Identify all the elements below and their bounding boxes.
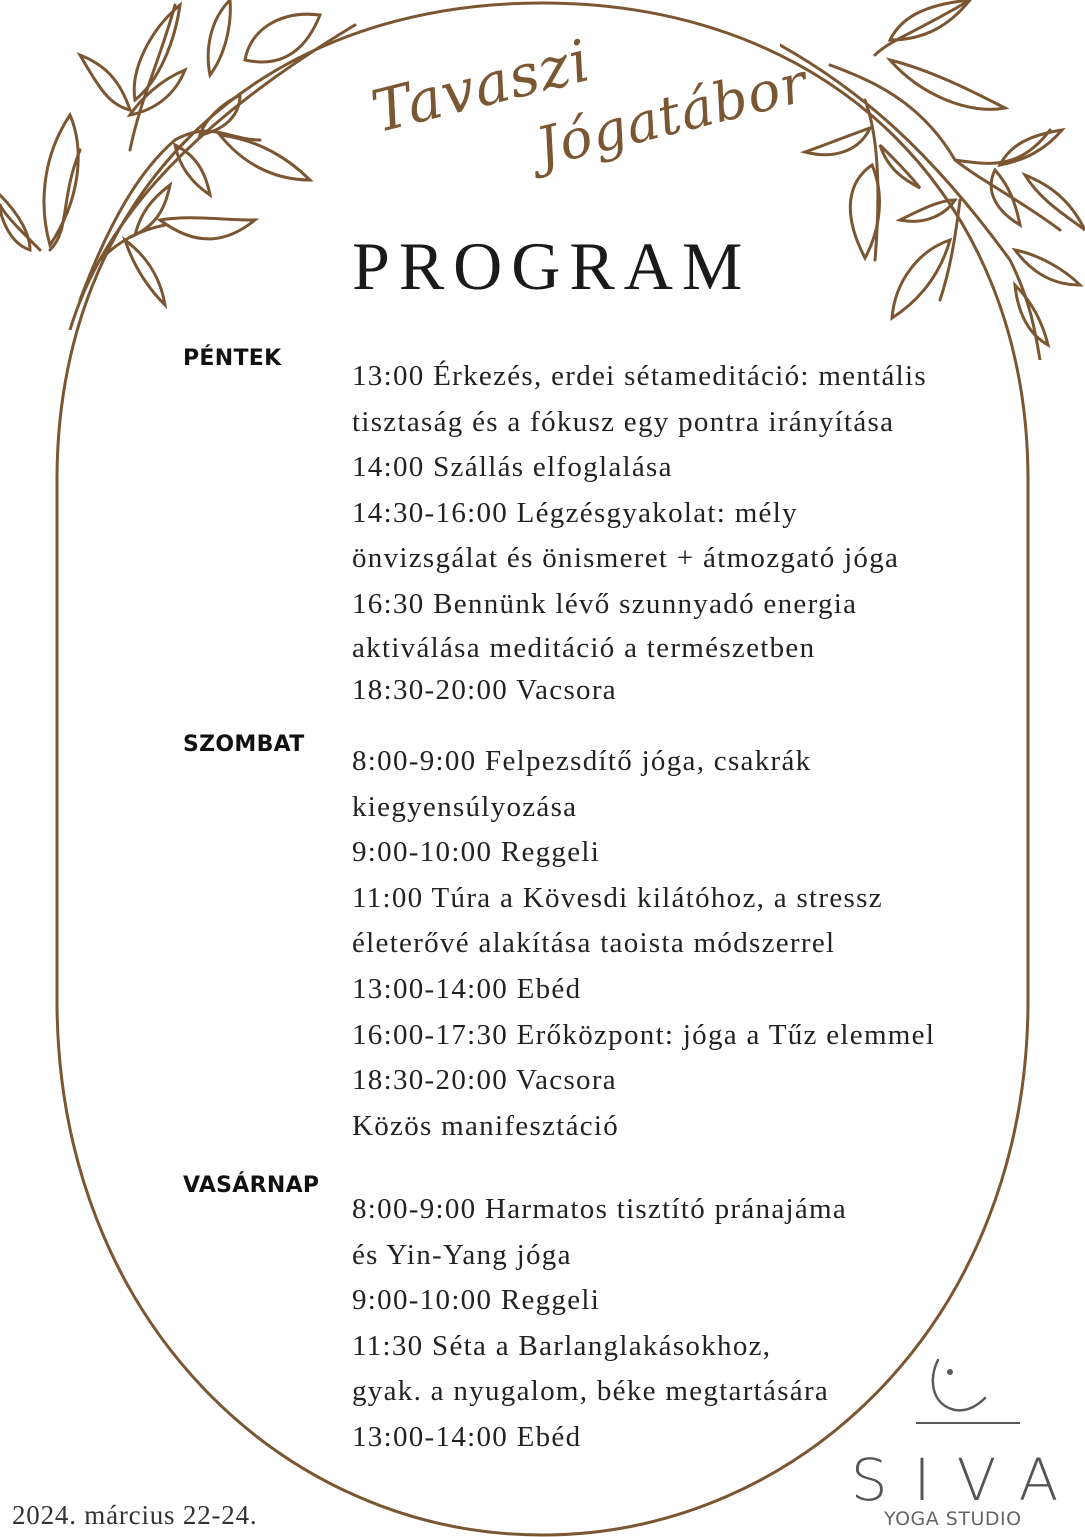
schedule-item: gyak. a nyugalom, béke megtartására: [352, 1375, 830, 1408]
logo-subtitle: YOGA STUDIO: [884, 1508, 1022, 1530]
script-title-line1: Tavaszi: [365, 26, 597, 146]
schedule-item: tisztaság és a fókusz egy pontra irányítása: [352, 405, 895, 438]
day-heading-sunday: VASÁRNAP: [183, 1173, 320, 1198]
event-date: 2024. március 22-24.: [12, 1500, 258, 1530]
schedule-item: és Yin-Yang jóga: [352, 1238, 572, 1271]
script-title: [355, 26, 814, 250]
script-title-line2: Jógatábor: [530, 51, 814, 180]
schedule-item: aktiválása meditáció a természetben: [352, 631, 816, 664]
logo-name: SIVA: [850, 1446, 1085, 1514]
schedule-item: 8:00-9:00 Harmatos tisztító pránajáma: [352, 1193, 848, 1225]
day-heading-saturday: SZOMBAT: [183, 732, 305, 757]
leaf-branch-top-left-icon: [0, 0, 360, 330]
schedule-list-sunday: [352, 1187, 847, 1461]
schedule-item: 13:00-14:00 Ebéd: [352, 972, 582, 1005]
siva-logo-mark-icon: [850, 1350, 1085, 1440]
schedule-list-friday: [352, 354, 927, 713]
schedule-item: 16:30 Bennünk lévő szunnyadó energia: [352, 587, 858, 620]
schedule-item: 8:00-9:00 Felpezsdítő jóga, csakrák: [352, 745, 812, 777]
schedule-item: 14:30-16:00 Légzésgyakolat: mély: [352, 496, 798, 529]
schedule-item: életerővé alakítása taoista módszerrel: [352, 927, 836, 960]
schedule-item: önvizsgálat és önismeret + átmozgató jóga: [352, 542, 900, 575]
schedule-item: 11:00 Túra a Kövesdi kilátóhoz, a stressz: [352, 881, 883, 914]
schedule-item: 18:30-20:00 Vacsora: [352, 673, 617, 706]
schedule-item: 14:00 Szállás elfoglalása: [352, 451, 673, 484]
schedule-item: 11:30 Séta a Barlanglakásokhoz,: [352, 1329, 772, 1362]
schedule-item: Közös manifesztáció: [352, 1109, 620, 1142]
schedule-item: 13:00 Érkezés, erdei sétameditáció: mentális: [352, 360, 927, 392]
page-title: PROGRAM: [352, 228, 752, 304]
day-heading-friday: PÉNTEK: [183, 346, 282, 371]
schedule-list-saturday: [352, 739, 935, 1149]
schedule-item: 9:00-10:00 Reggeli: [352, 1284, 601, 1317]
schedule-item: 13:00-14:00 Ebéd: [352, 1420, 582, 1453]
leaf-branch-top-right-icon: [780, 0, 1085, 360]
schedule-item: 9:00-10:00 Reggeli: [352, 836, 601, 869]
schedule-item: kiegyensúlyozása: [352, 790, 578, 823]
siva-logo: [850, 1350, 1085, 1537]
schedule-item: 16:00-17:30 Erőközpont: jóga a Tűz elemmel: [352, 1018, 936, 1051]
schedule-item: 18:30-20:00 Vacsora: [352, 1064, 617, 1097]
